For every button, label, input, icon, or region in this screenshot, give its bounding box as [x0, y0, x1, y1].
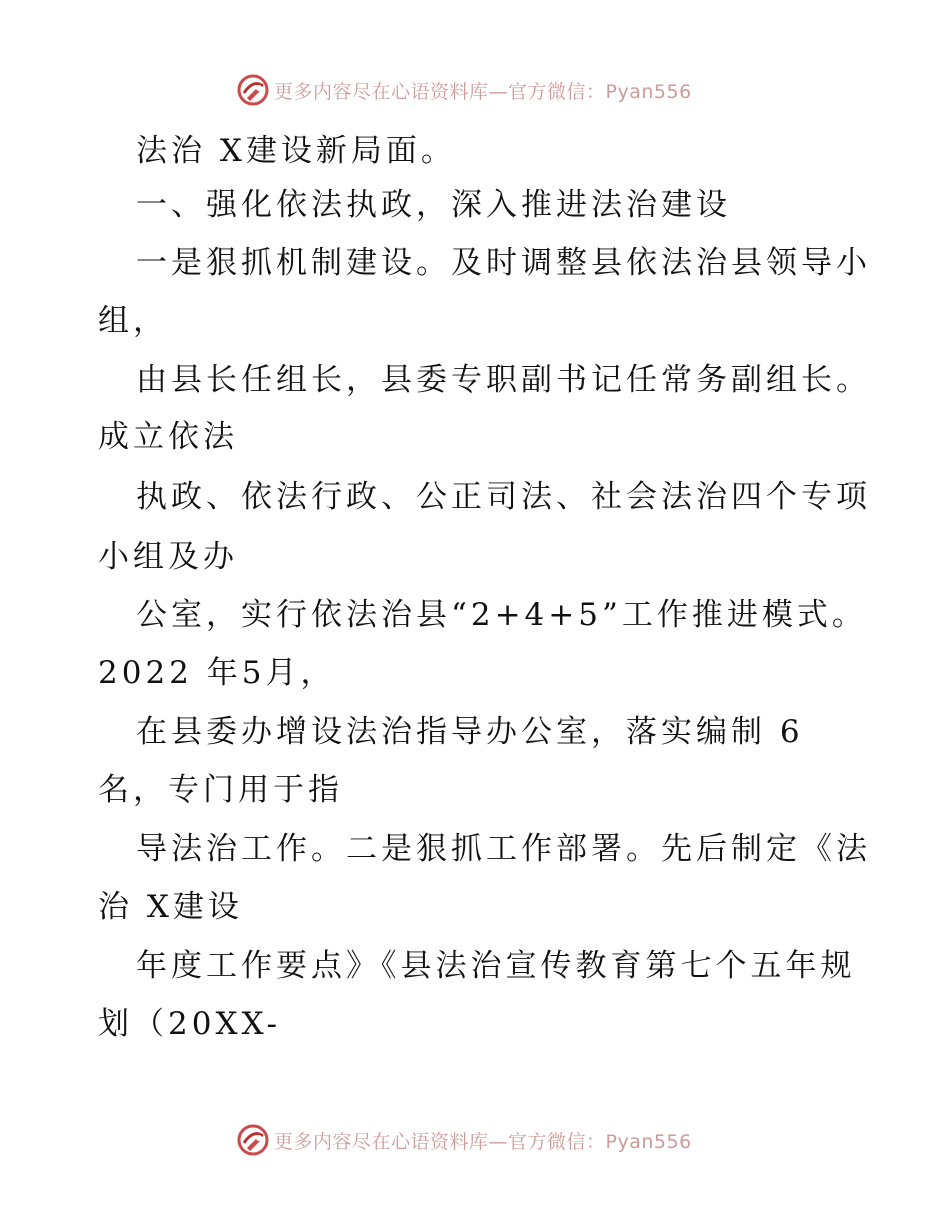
body-line: 在县委办增设法治指导办公室，落实编制 6 — [136, 714, 804, 750]
header-watermark-text: 更多内容尽在心语资料库—官方微信：Pyan556 — [274, 80, 692, 103]
body-line: 法治 X建设新局面。 — [136, 133, 456, 169]
body-line: 导法治工作。二是狠抓工作部署。先后制定《法 — [136, 831, 871, 867]
red-swirl-logo-icon — [236, 73, 270, 107]
red-swirl-logo-icon — [236, 1123, 270, 1157]
body-line: 组， — [98, 303, 168, 339]
body-line: 治 X建设 — [98, 889, 243, 925]
body-line: 2022 年5月， — [98, 655, 336, 691]
body-line: 成立依法 — [98, 419, 238, 455]
body-line: 由县长任组长，县委专职副书记任常务副组长。 — [136, 362, 871, 398]
header-watermark — [236, 72, 692, 108]
body-line: 名，专门用于指 — [98, 772, 343, 808]
body-line: 一是狠抓机制建设。及时调整县依法治县领导小 — [136, 245, 871, 281]
footer-watermark — [236, 1122, 692, 1158]
body-line: 小组及办 — [98, 539, 238, 575]
body-line: 公室，实行依法治县“2+4+5”工作推进模式。 — [136, 597, 867, 633]
footer-watermark-text: 更多内容尽在心语资料库—官方微信：Pyan556 — [274, 1130, 692, 1153]
body-line: 执政、依法行政、公正司法、社会法治四个专项 — [136, 479, 871, 515]
body-line: 一、强化依法执政，深入推进法治建设 — [136, 187, 731, 223]
body-line: 年度工作要点》《县法治宣传教育第七个五年规 — [136, 948, 856, 984]
body-line: 划（20XX- — [98, 1006, 281, 1042]
